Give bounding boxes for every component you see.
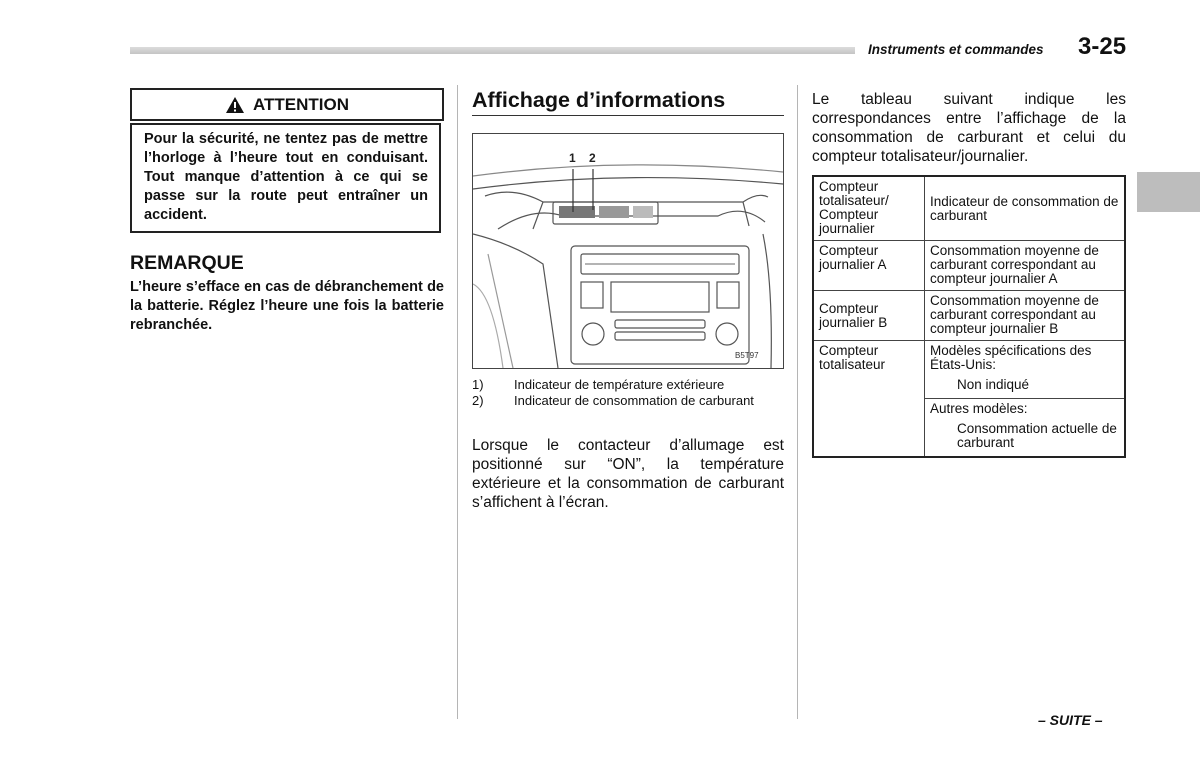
figure-captions bbox=[472, 377, 784, 409]
caption-number: 1) bbox=[472, 377, 484, 392]
caption-number: 2) bbox=[472, 393, 484, 408]
table-cell: Compteur journalier A bbox=[813, 241, 925, 291]
attention-header bbox=[130, 88, 444, 121]
table-cell: Consommation moyenne de carburant correspondant au compteur journalier B bbox=[925, 291, 1126, 341]
table-cell: Compteur totalisateur/ Compteur journalier bbox=[813, 176, 925, 241]
table-cell: Compteur journalier B bbox=[813, 291, 925, 341]
cell-value: Non indiqué bbox=[957, 377, 1030, 392]
table-row bbox=[813, 291, 1125, 341]
cell-value: Consommation actuelle de carburant bbox=[957, 421, 1117, 450]
column-divider bbox=[457, 85, 458, 719]
cell-label: Modèles spécifications des États-Unis: bbox=[930, 343, 1092, 372]
page-number: 3-25 bbox=[1078, 33, 1127, 60]
table-cell bbox=[925, 341, 1126, 399]
warning-icon bbox=[225, 96, 245, 114]
callout-2-label: 2 bbox=[589, 151, 596, 165]
caption-text: Indicateur de consommation de carburant bbox=[514, 393, 754, 408]
table-intro: Le tableau suivant indique les correspondances entre l’affichage de la consommation de carburant et celui du compteur totalisateur/journalier. bbox=[812, 91, 1126, 165]
table-row bbox=[813, 341, 1125, 399]
fuel-display-table bbox=[812, 175, 1126, 458]
caption-text: Indicateur de température extérieure bbox=[514, 377, 725, 392]
dashboard-illustration bbox=[472, 133, 784, 369]
table-cell: Consommation moyenne de carburant correspondant au compteur journalier A bbox=[925, 241, 1126, 291]
remarque-text: L’heure s’efface en cas de débranchement de la batterie. Réglez l’heure une fois la batterie rebranchée. bbox=[130, 279, 444, 333]
header-rule bbox=[130, 47, 855, 54]
display-paragraph: Lorsque le contacteur d’allumage est positionné sur “ON”, la température extérieure et la consommation de carburant s’affichent à l’écran. bbox=[472, 437, 784, 511]
section-title: Affichage d’informations bbox=[472, 88, 726, 112]
cell-label: Autres modèles: bbox=[930, 401, 1028, 416]
caption-item bbox=[472, 377, 784, 393]
caption-item bbox=[472, 393, 784, 409]
callout-1-label: 1 bbox=[569, 151, 576, 165]
table-row bbox=[813, 176, 1125, 241]
figure-code: B5T97 bbox=[735, 351, 759, 360]
table-cell: Compteur totalisateur bbox=[813, 341, 925, 458]
continued-marker: – SUITE – bbox=[1038, 712, 1103, 728]
chapter-tab bbox=[1137, 172, 1200, 212]
title-rule bbox=[472, 115, 784, 116]
table-cell: Indicateur de consommation de carburant bbox=[925, 176, 1126, 241]
attention-body: Pour la sécurité, ne tentez pas de mettre l’horloge à l’heure tout en conduisant. Tout manque d’attention à ce qui se passe sur la route peut entraîner un accident. bbox=[130, 123, 441, 233]
table-cell bbox=[925, 399, 1126, 458]
remarque-title: REMARQUE bbox=[130, 252, 244, 274]
column-divider bbox=[797, 85, 798, 719]
table-row bbox=[813, 241, 1125, 291]
attention-title: ATTENTION bbox=[252, 94, 349, 114]
section-name: Instruments et commandes bbox=[868, 42, 1044, 57]
